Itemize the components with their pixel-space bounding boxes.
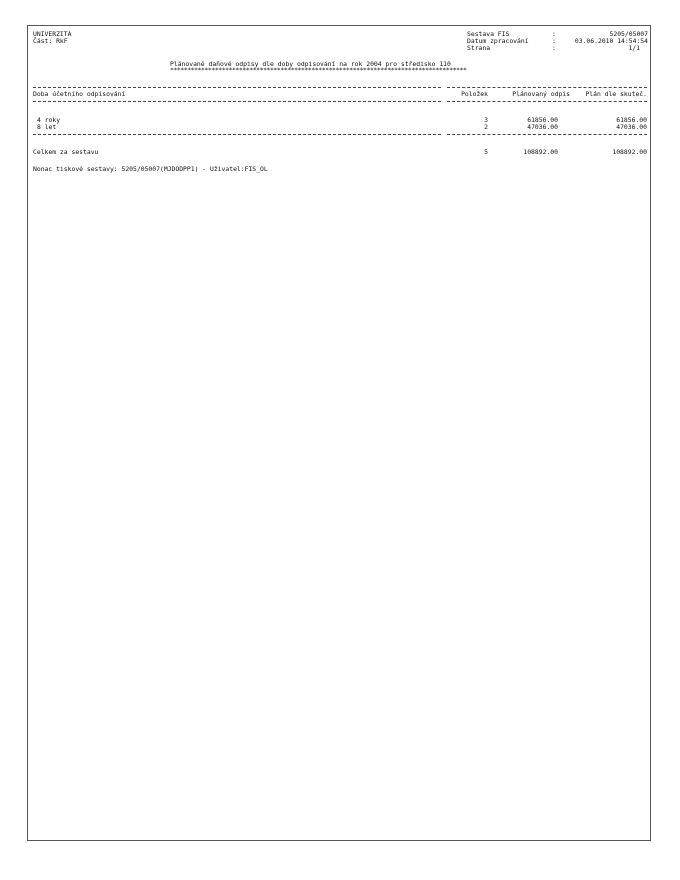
header-rule-top — [33, 87, 441, 88]
report-footer: Nonac tiskové sestavy: 5205/05007(MJDODPP1) - Uživatel:FIS_OL — [33, 165, 268, 173]
row-planned: 61856.00 — [527, 116, 558, 124]
total-actual: 108892.00 — [612, 148, 647, 156]
title-underline: ************************************************************************************** — [170, 67, 467, 74]
row-count: 3 — [484, 116, 488, 124]
total-label: Celkem za sestavu — [33, 148, 99, 156]
total-count: 5 — [484, 148, 488, 156]
org-part: Část: RkF — [33, 37, 68, 45]
row-count: 2 — [484, 123, 488, 131]
meta-sep-date: : — [552, 37, 556, 45]
column-period: Doba účetního odpisování — [33, 90, 126, 98]
row-actual: 47036.00 — [616, 123, 647, 131]
report-page — [27, 25, 651, 841]
meta-value-page: 1/1 — [628, 44, 640, 52]
row-actual: 61856.00 — [616, 116, 647, 124]
meta-value-report: 5205/05007 — [609, 30, 648, 38]
column-planned: Plánovaný odpis — [512, 90, 570, 98]
meta-sep-page: : — [552, 44, 556, 52]
total-planned: 108892.00 — [523, 148, 558, 156]
meta-value-date: 03.06.2010 14:54:54 — [574, 37, 648, 45]
header-rule-bottom-right — [447, 101, 647, 102]
report-title: Plánované daňové odpisy dle doby odpisování na rok 2004 pro středisko 110 — [170, 60, 451, 68]
column-actual: Plán dle skuteč. — [585, 90, 647, 98]
row-period: 4 roky — [37, 116, 61, 124]
rows-rule-right — [447, 134, 647, 135]
meta-sep-report: : — [552, 30, 556, 38]
header-rule-top-right — [447, 87, 647, 88]
column-count: Položek — [461, 90, 488, 98]
meta-label-date: Datum zpracování — [467, 37, 529, 45]
meta-label-page: Strana — [467, 44, 491, 52]
row-planned: 47036.00 — [527, 123, 558, 131]
header-rule-bottom — [33, 101, 441, 102]
meta-label-report: Sestava FIS — [467, 30, 510, 38]
org-name: UNIVERZITA — [33, 30, 72, 38]
row-period: 8 let — [37, 123, 57, 131]
rows-rule — [33, 134, 441, 135]
